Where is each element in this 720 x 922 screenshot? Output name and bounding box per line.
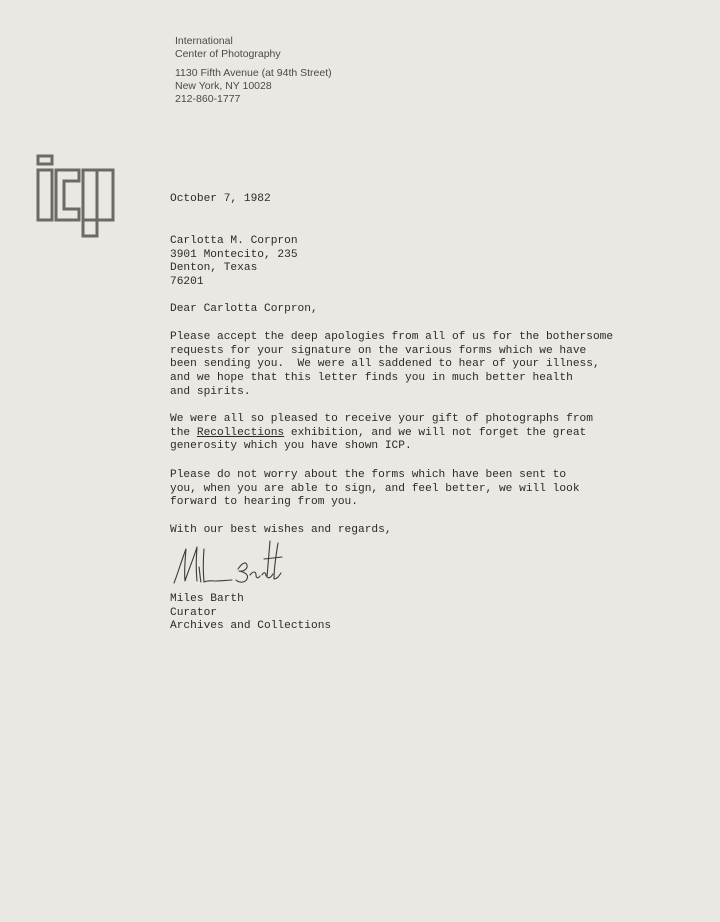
org-address-street: 1130 Fifth Avenue (at 94th Street) [175,67,332,79]
paragraph-line [170,427,593,441]
signer-title: Curator [170,606,217,619]
signature-scribble-icon [170,537,300,589]
handwritten-signature [170,537,300,594]
icp-logo [35,153,119,244]
paragraph-line: generosity which you have shown ICP. [170,440,412,453]
letterhead [175,35,332,106]
salutation: Dear Carlotta Corpron, [170,303,318,315]
signer-name: Miles Barth [170,593,244,605]
recipient-address-block [170,235,298,290]
paragraph-line: Please accept the deep apologies from all of us for the bothersome [170,331,614,343]
org-address-city: New York, NY 10028 [175,80,272,92]
org-phone: 212-860-1777 [175,93,241,105]
recipient-name: Carlotta M. Corpron [170,235,298,247]
text-segment: the [170,426,197,439]
icp-logo-icon [35,153,119,239]
recipient-street: 3901 Montecito, 235 [170,248,298,261]
paragraph-2 [170,413,593,454]
paragraph-3 [170,469,580,510]
org-name-line2: Center of Photography [175,48,281,60]
text-segment: exhibition, and we will not forget the great [284,426,587,439]
paragraph-line: you, when you are able to sign, and feel better, we will look [170,482,580,495]
signer-department: Archives and Collections [170,620,332,633]
paragraph-line: been sending you. We were all saddened to hear of your illness, [170,358,600,371]
paragraph-line: Please do not worry about the forms which have been sent to [170,469,567,481]
paragraph-line: forward to hearing from you. [170,496,358,509]
letter-date: October 7, 1982 [170,193,271,205]
recipient-city: Denton, Texas [170,262,258,275]
exhibition-title: Recollections [196,426,285,439]
signer-block [170,593,331,634]
recipient-zip: 76201 [170,276,204,289]
org-name-line1: International [175,35,233,47]
paragraph-line: and we hope that this letter finds you in much better health [170,372,573,385]
paragraph-1 [170,331,613,400]
paragraph-line: requests for your signature on the various forms which we have [170,344,587,357]
closing: With our best wishes and regards, [170,524,392,536]
paragraph-line: We were all so pleased to receive your gift of photographs from [170,413,593,425]
paragraph-line: and spirits. [170,385,251,398]
